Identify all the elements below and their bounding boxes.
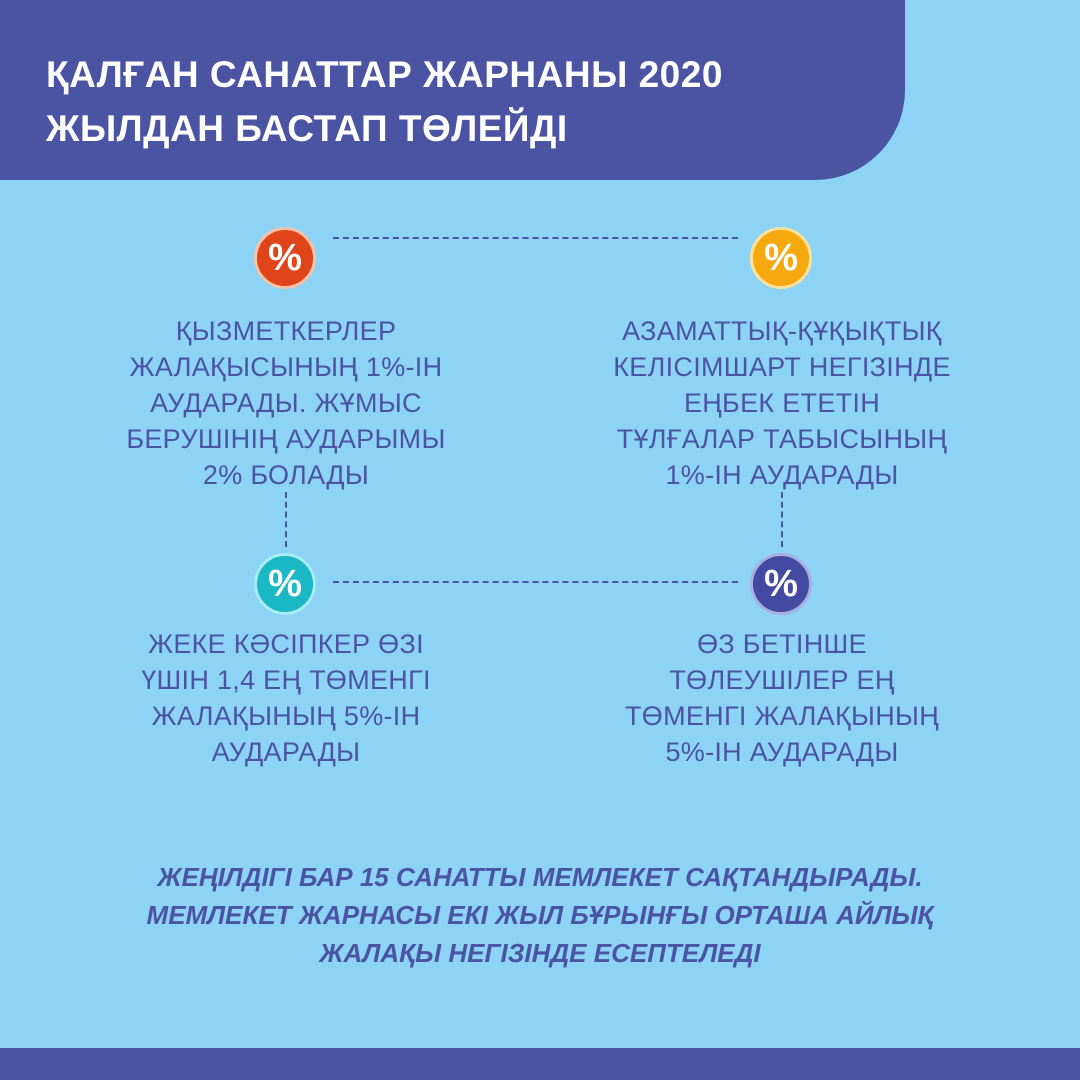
card-text-employees: ҚЫЗМЕТКЕРЛЕР ЖАЛАҚЫСЫНЫҢ 1%-ІН АУДАРАДЫ. ЖҰМЫС БЕРУШІНІҢ АУДАРЫМЫ 2% БОЛАДЫ (126, 316, 446, 490)
connector-right (781, 492, 783, 547)
header-banner (0, 0, 905, 180)
connector-left (285, 492, 287, 547)
connector-top (333, 237, 738, 239)
percent-icon: % (254, 227, 316, 289)
percent-icon: % (254, 553, 316, 615)
page-title: ҚАЛҒАН САНАТТАР ЖАРНАНЫ 2020 ЖЫЛДАН БАСТАП ТӨЛЕЙДІ (46, 54, 723, 149)
card-text-civil-contract: АЗАМАТТЫҚ-ҚҰҚЫҚТЫҚ КЕЛІСІМШАРТ НЕГІЗІНДЕ ЕҢБЕК ЕТЕТІН ТҰЛҒАЛАР ТАБЫСЫНЫҢ 1%-ІН АУДАРАДЫ (613, 316, 951, 490)
card-text-entrepreneur: ЖЕКЕ КӘСІПКЕР ӨЗІ ҮШІН 1,4 ЕҢ ТӨМЕНГІ ЖАЛАҚЫНЫҢ 5%-ІН АУДАРАДЫ (141, 629, 431, 767)
connector-bottom (333, 581, 738, 583)
percent-icon: % (750, 227, 812, 289)
footer-note: ЖЕҢІЛДІГІ БАР 15 САНАТТЫ МЕМЛЕКЕТ САҚТАНДЫРАДЫ. МЕМЛЕКЕТ ЖАРНАСЫ ЕКІ ЖЫЛ БҰРЫНҒЫ ОРТАША АЙЛЫҚ ЖАЛАҚЫ НЕГІЗІНДЕ ЕСЕПТЕЛЕДІ (146, 862, 934, 968)
card-text-self-payers: ӨЗ БЕТІНШЕ ТӨЛЕУШІЛЕР ЕҢ ТӨМЕНГІ ЖАЛАҚЫНЫҢ 5%-ІН АУДАРАДЫ (624, 629, 939, 767)
percent-icon: % (750, 553, 812, 615)
footer-bar (0, 1048, 1080, 1080)
